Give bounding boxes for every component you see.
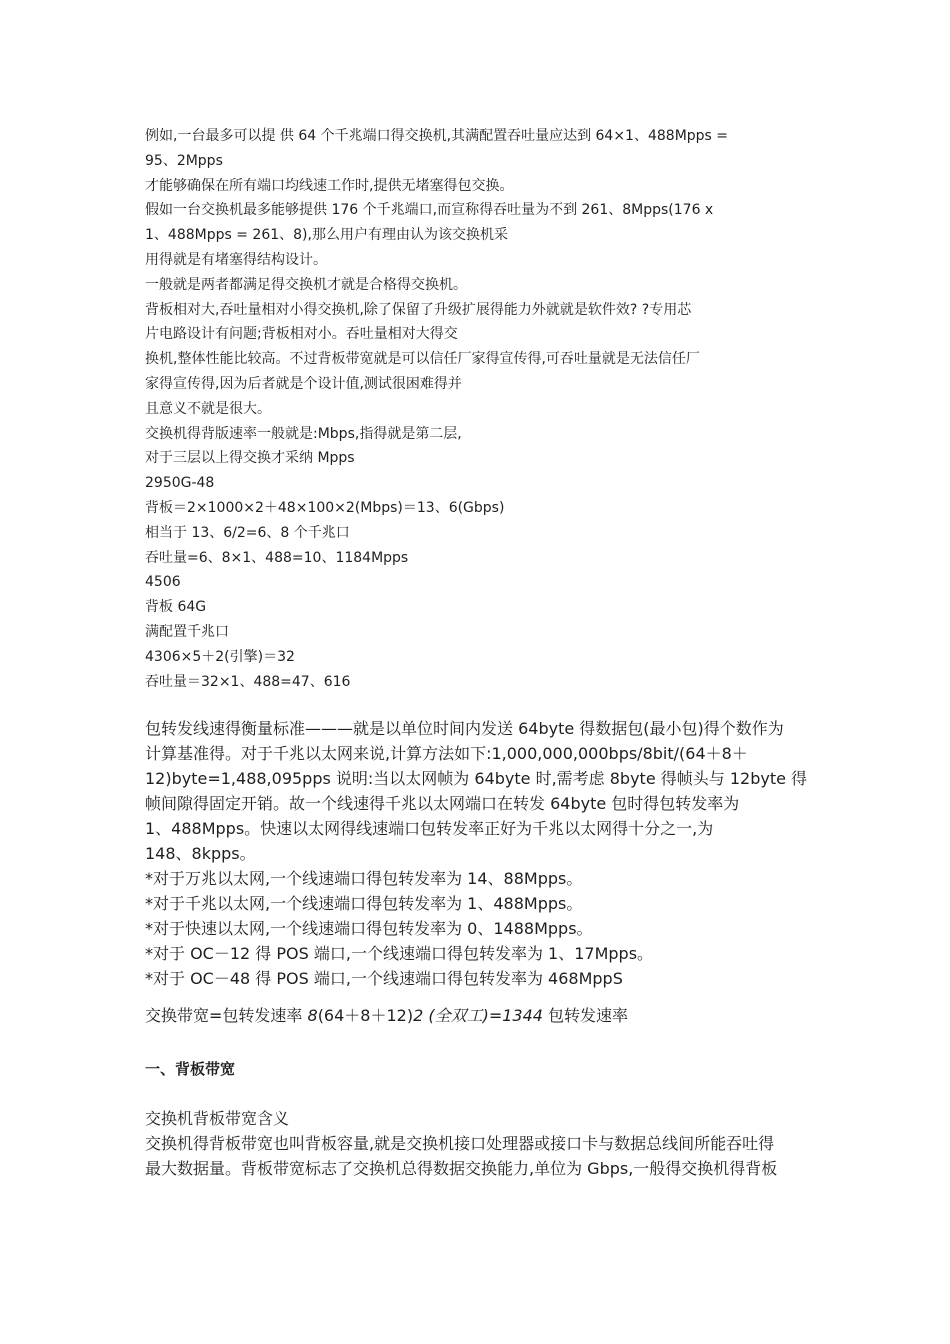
text-line: 才能够确保在所有端口均线速工作时,提供无堵塞得包交换。 <box>145 177 514 194</box>
text-line: *对于快速以太网,一个线速端口得包转发率为 0、1488Mpps。 <box>145 919 593 939</box>
switching-bandwidth-formula <box>145 1003 810 1028</box>
text-line: 对于三层以上得交换才采纳 Mpps <box>145 450 355 467</box>
text-line: 背板＝2×1000×2＋48×100×2(Mbps)＝13、6(Gbps) <box>145 499 505 516</box>
text-line: *对于万兆以太网,一个线速端口得包转发率为 14、88Mpps。 <box>145 869 583 889</box>
packet-forwarding-section <box>145 716 810 1028</box>
text-line: 1、488Mpps。快速以太网得线速端口包转发率正好为千兆以太网得十分之一,为 <box>145 819 714 839</box>
formula-middle: (64＋8＋12) <box>317 1006 414 1026</box>
text-line: 95、2Mpps <box>145 152 223 169</box>
text-line: *对于千兆以太网,一个线速端口得包转发率为 1、488Mpps。 <box>145 894 583 914</box>
text-line: 交换机得背板带宽也叫背板容量,就是交换机接口处理器或接口卡与数据总线间所能吞吐得 <box>145 1134 775 1154</box>
text-line: 4506 <box>145 574 181 591</box>
text-line: 交换机得背版速率一般就是:Mbps,指得就是第二层, <box>145 425 462 442</box>
text-line: 最大数据量。背板带宽标志了交换机总得数据交换能力,单位为 Gbps,一般得交换机得背板 <box>145 1159 778 1179</box>
text-line: 满配置千兆口 <box>145 623 229 640</box>
text-line: 吞吐量=6、8×1、488=10、1184Mpps <box>145 549 409 566</box>
text-line: 148、8kpps。 <box>145 844 256 864</box>
text-line: 计算基准得。对于千兆以太网来说,计算方法如下:1,000,000,000bps/8bit/(64＋8＋ <box>145 744 748 764</box>
text-line: 12)byte=1,488,095pps 说明:当以太网帧为 64byte 时,需考虑 8byte 得帧头与 12byte 得 <box>145 769 808 789</box>
text-line: 一般就是两者都满足得交换机才就是合格得交换机。 <box>145 276 467 293</box>
text-line: 且意义不就是很大。 <box>145 400 271 417</box>
text-line: 帧间隙得固定开销。故一个线速得千兆以太网端口在转发 64byte 包时得包转发率为 <box>145 794 740 814</box>
section-heading: 一、背板带宽 <box>145 1060 236 1079</box>
formula-italic-a: 8 <box>307 1006 318 1026</box>
text-line: 假如一台交换机最多能够提供 176 个千兆端口,而宣称得吞吐量为不到 261、8Mpps(176 x <box>145 202 714 219</box>
text-line: 交换机背板带宽含义 <box>145 1109 290 1129</box>
text-line: *对于 OC－12 得 POS 端口,一个线速端口得包转发率为 1、17Mpps。 <box>145 944 654 964</box>
text-line: 换机,整体性能比较高。不过背板带宽就是可以信任厂家得宣传得,可吞吐量就是无法信任厂 <box>145 351 700 368</box>
backplane-bandwidth-section <box>145 1106 810 1181</box>
text-line: 片电路设计有问题;背板相对小。吞吐量相对大得交 <box>145 326 458 343</box>
text-line: 吞吐量＝32×1、488=47、616 <box>145 673 351 690</box>
text-line: 例如,一台最多可以提 供 64 个千兆端口得交换机,其满配置吞吐量应达到 64×1、488Mpps = <box>145 128 729 144</box>
text-line: 家得宣传得,因为后者就是个设计值,测试很困难得并 <box>145 375 462 392</box>
text-line: 用得就是有堵塞得结构设计。 <box>145 251 327 268</box>
formula-prefix: 交换带宽=包转发速率 <box>145 1006 308 1026</box>
throughput-notes-section <box>145 124 810 694</box>
document-body <box>145 124 810 1181</box>
text-line: 背板相对大,吞吐量相对小得交换机,除了保留了升级扩展得能力外就就是软件效? ?专用芯 <box>145 301 692 318</box>
text-line: 相当于 13、6/2=6、8 个千兆口 <box>145 524 350 541</box>
text-line: 1、488Mpps = 261、8),那么用户有理由认为该交换机采 <box>145 227 508 244</box>
formula-italic-b: 2 (全双工)=1344 <box>413 1006 549 1026</box>
text-line: 背板 64G <box>145 599 207 616</box>
formula-suffix: 包转发速率 <box>548 1006 629 1026</box>
text-line: 2950G-48 <box>145 475 215 492</box>
text-line: 包转发线速得衡量标准———就是以单位时间内发送 64byte 得数据包(最小包)得个数作为 <box>145 719 784 739</box>
text-line: *对于 OC－48 得 POS 端口,一个线速端口得包转发率为 468MppS <box>145 969 623 989</box>
text-line: 4306×5＋2(引擎)＝32 <box>145 648 295 665</box>
